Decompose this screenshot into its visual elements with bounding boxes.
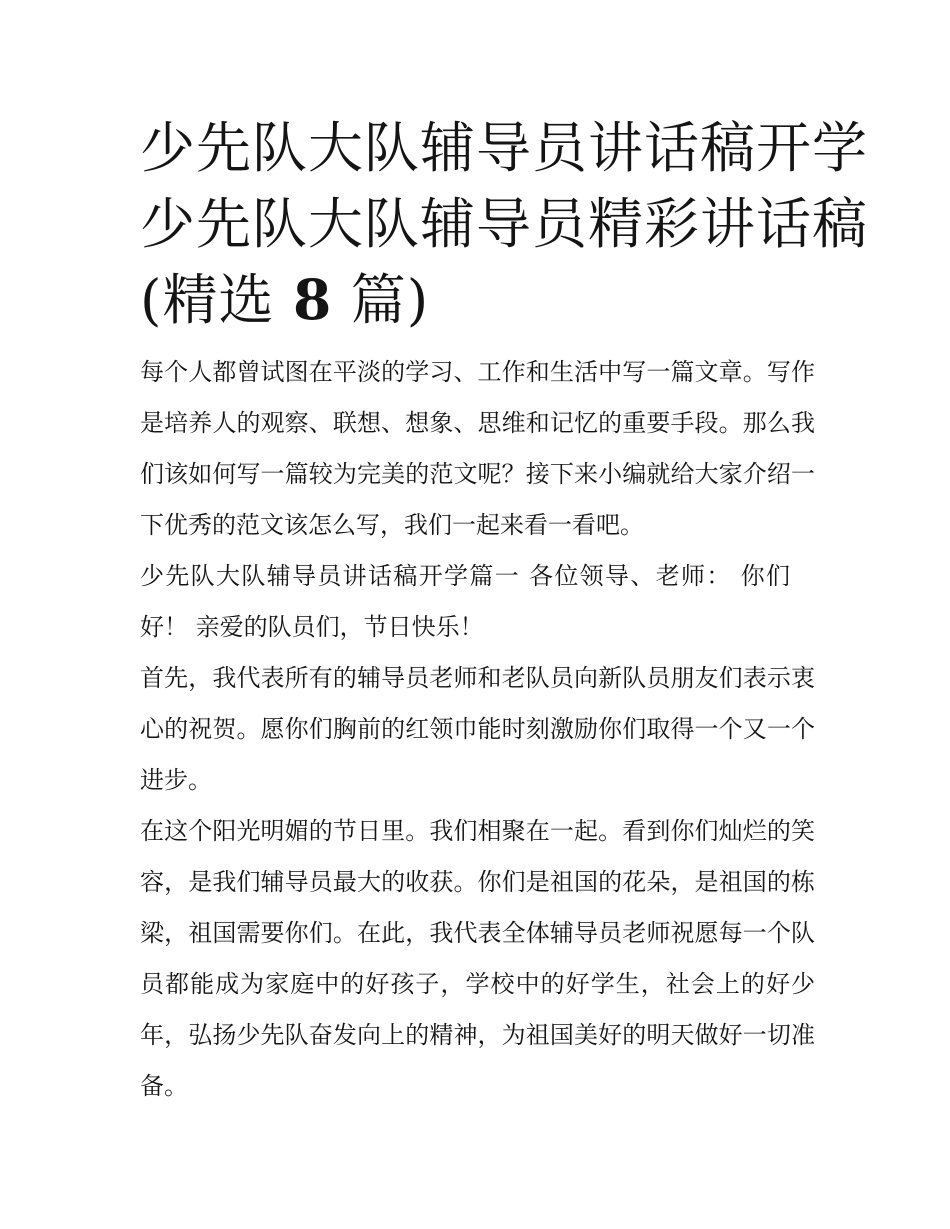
title-article-count: 8 [292,267,333,332]
intro-paragraph: 每个人都曾试图在平淡的学习、工作和生活中写一篇文章。写作是培养人的观察、联想、想象、思维和记忆的重要手段。那么我们该如何写一篇较为完美的范文呢？接下来小编就给大家介绍一下优秀的范文该怎么写，我们一起来看一看吧。 [140,358,815,539]
title-line-3-suffix: 篇) [332,268,430,332]
congratulation-paragraph: 首先，我代表所有的辅导员老师和老队员向新队员朋友们表示衷心的祝贺。愿你们胸前的红领巾能时刻激励你们取得一个又一个进步。 [140,664,815,794]
document-page [140,110,869,1112]
title-line-3-prefix: (精选 [140,268,293,332]
document-body [140,347,815,1112]
wishes-paragraph: 在这个阳光明媚的节日里。我们相聚在一起。看到你们灿烂的笑容，是我们辅导员最大的收获。你们是祖国的花朵，是祖国的栋梁，祖国需要你们。在此，我代表全体辅导员老师祝愿每一个队员都能成为家庭中的好孩子，学校中的好学生，社会上的好少年，弘扬少先队奋发向上的精神，为祖国美好的明天做好一切准备。 [140,817,815,1100]
title-line-2: 少先队大队辅导员精彩讲话稿 [140,192,869,256]
title-line-1: 少先队大队辅导员讲话稿开学 [140,116,869,180]
document-title [140,110,869,338]
title-line-3 [140,262,815,338]
greeting-paragraph: 少先队大队辅导员讲话稿开学篇一 各位领导、老师： 你们好！ 亲爱的队员们，节日快乐！ [140,562,790,641]
